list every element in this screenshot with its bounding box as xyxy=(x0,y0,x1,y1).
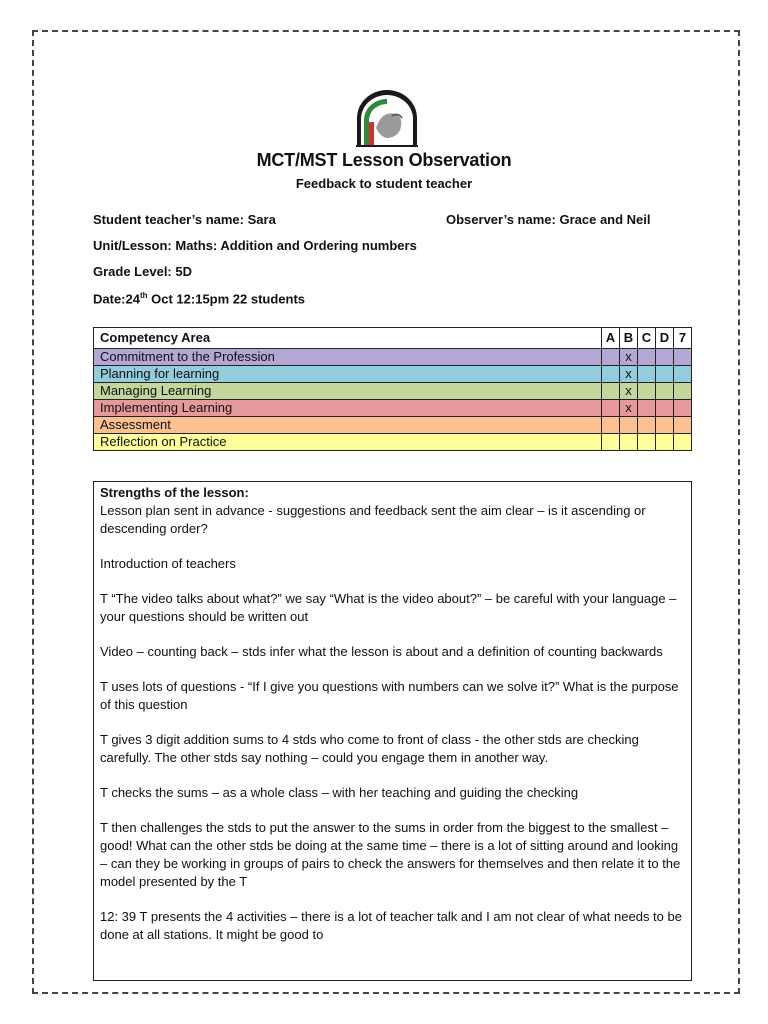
grade-cell xyxy=(674,383,692,400)
date-suffix: th xyxy=(139,291,148,300)
date-prefix: Date:24 xyxy=(93,291,140,307)
competency-area-cell: Managing Learning xyxy=(94,383,602,400)
competency-area-cell: Assessment xyxy=(94,417,602,434)
grade-cell xyxy=(674,400,692,417)
header-grade-a: A xyxy=(602,328,620,349)
date-rest: Oct 12:15pm 22 students xyxy=(147,291,306,307)
grade-cell xyxy=(638,434,656,451)
grade-cell xyxy=(674,417,692,434)
header-grade-7: 7 xyxy=(674,328,692,349)
competency-row xyxy=(94,400,692,417)
feedback-paragraph: T “The video talks about what?” we say “What is the video about?” – be careful with your language – your questions should be written out xyxy=(100,591,677,624)
grade-field xyxy=(93,264,192,279)
observer-label: Observer’s name: xyxy=(446,212,556,227)
feedback-heading: Strengths of the lesson: xyxy=(100,485,249,500)
header-grade-b: B xyxy=(620,328,638,349)
competency-row xyxy=(94,349,692,366)
competency-area-cell: Implementing Learning xyxy=(94,400,602,417)
observer-field xyxy=(446,212,651,227)
grade-cell xyxy=(602,434,620,451)
observer-value: Grace and Neil xyxy=(559,212,651,227)
competency-area-cell: Reflection on Practice xyxy=(94,434,602,451)
grade-cell xyxy=(638,383,656,400)
grade-cell xyxy=(656,400,674,417)
grade-cell xyxy=(602,366,620,383)
feedback-paragraph: Introduction of teachers xyxy=(100,556,236,571)
header-competency-area: Competency Area xyxy=(94,328,602,349)
page-title: MCT/MST Lesson Observation xyxy=(256,150,512,170)
grade-cell xyxy=(674,434,692,451)
grade-cell: x xyxy=(620,383,638,400)
feedback-paragraph: Video – counting back – stds infer what the lesson is about and a definition of counting backwards xyxy=(100,644,663,659)
grade-cell xyxy=(602,400,620,417)
grade-cell xyxy=(656,383,674,400)
grade-cell xyxy=(602,417,620,434)
competency-area-cell: Planning for learning xyxy=(94,366,602,383)
unit-label: Unit/Lesson: xyxy=(93,238,172,253)
page-subtitle: Feedback to student teacher xyxy=(295,176,473,191)
student-label: Student teacher’s name: xyxy=(93,212,244,227)
college-logo xyxy=(352,88,422,148)
date-field xyxy=(93,291,305,306)
student-value: Sara xyxy=(247,212,276,227)
competency-row xyxy=(94,383,692,400)
competency-header-row xyxy=(94,328,692,349)
grade-cell xyxy=(602,383,620,400)
competency-row xyxy=(94,417,692,434)
feedback-paragraph: T uses lots of questions - “If I give you questions with numbers can we solve it?” What is the purpose of this question xyxy=(100,679,679,712)
header-grade-c: C xyxy=(638,328,656,349)
grade-cell xyxy=(656,366,674,383)
grade-cell: x xyxy=(620,366,638,383)
grade-cell xyxy=(620,417,638,434)
grade-cell xyxy=(620,434,638,451)
grade-cell xyxy=(656,434,674,451)
grade-cell xyxy=(656,349,674,366)
grade-cell: x xyxy=(620,349,638,366)
grade-cell xyxy=(674,349,692,366)
unit-value: Maths: Addition and Ordering numbers xyxy=(175,238,417,253)
grade-cell: x xyxy=(620,400,638,417)
feedback-paragraph: 12: 39 T presents the 4 activities – there is a lot of teacher talk and I am not clear of what needs to be done at all stations. It might be good to xyxy=(100,909,682,942)
unit-field xyxy=(93,238,417,253)
feedback-paragraph: T gives 3 digit addition sums to 4 stds who come to front of class - the other stds are checking carefully. The other stds say nothing – could you engage them in another way. xyxy=(100,732,639,765)
competency-row xyxy=(94,434,692,451)
grade-cell xyxy=(656,417,674,434)
feedback-paragraph: T then challenges the stds to put the answer to the sums in order from the biggest to the smallest – good! What can the other stds be doing at the same time – there is a lot of sitting around and looking – can they be working in groups of pairs to check the answers for themselves and then relate it to the model presented by the T xyxy=(100,820,681,889)
grade-label: Grade Level: xyxy=(93,264,172,279)
grade-cell xyxy=(638,400,656,417)
feedback-paragraph: T checks the sums – as a whole class – with her teaching and guiding the checking xyxy=(100,785,579,800)
header-grade-d: D xyxy=(656,328,674,349)
feedback-box xyxy=(93,481,692,981)
grade-cell xyxy=(638,349,656,366)
grade-value: 5D xyxy=(175,264,193,279)
competency-row xyxy=(94,366,692,383)
competency-area-cell: Commitment to the Profession xyxy=(94,349,602,366)
grade-cell xyxy=(638,417,656,434)
feedback-paragraph: Lesson plan sent in advance - suggestions and feedback sent the aim clear – is it ascending or descending order? xyxy=(100,503,646,536)
competency-table xyxy=(93,327,692,451)
grade-cell xyxy=(674,366,692,383)
student-teacher-field xyxy=(93,212,276,227)
grade-cell xyxy=(602,349,620,366)
grade-cell xyxy=(638,366,656,383)
